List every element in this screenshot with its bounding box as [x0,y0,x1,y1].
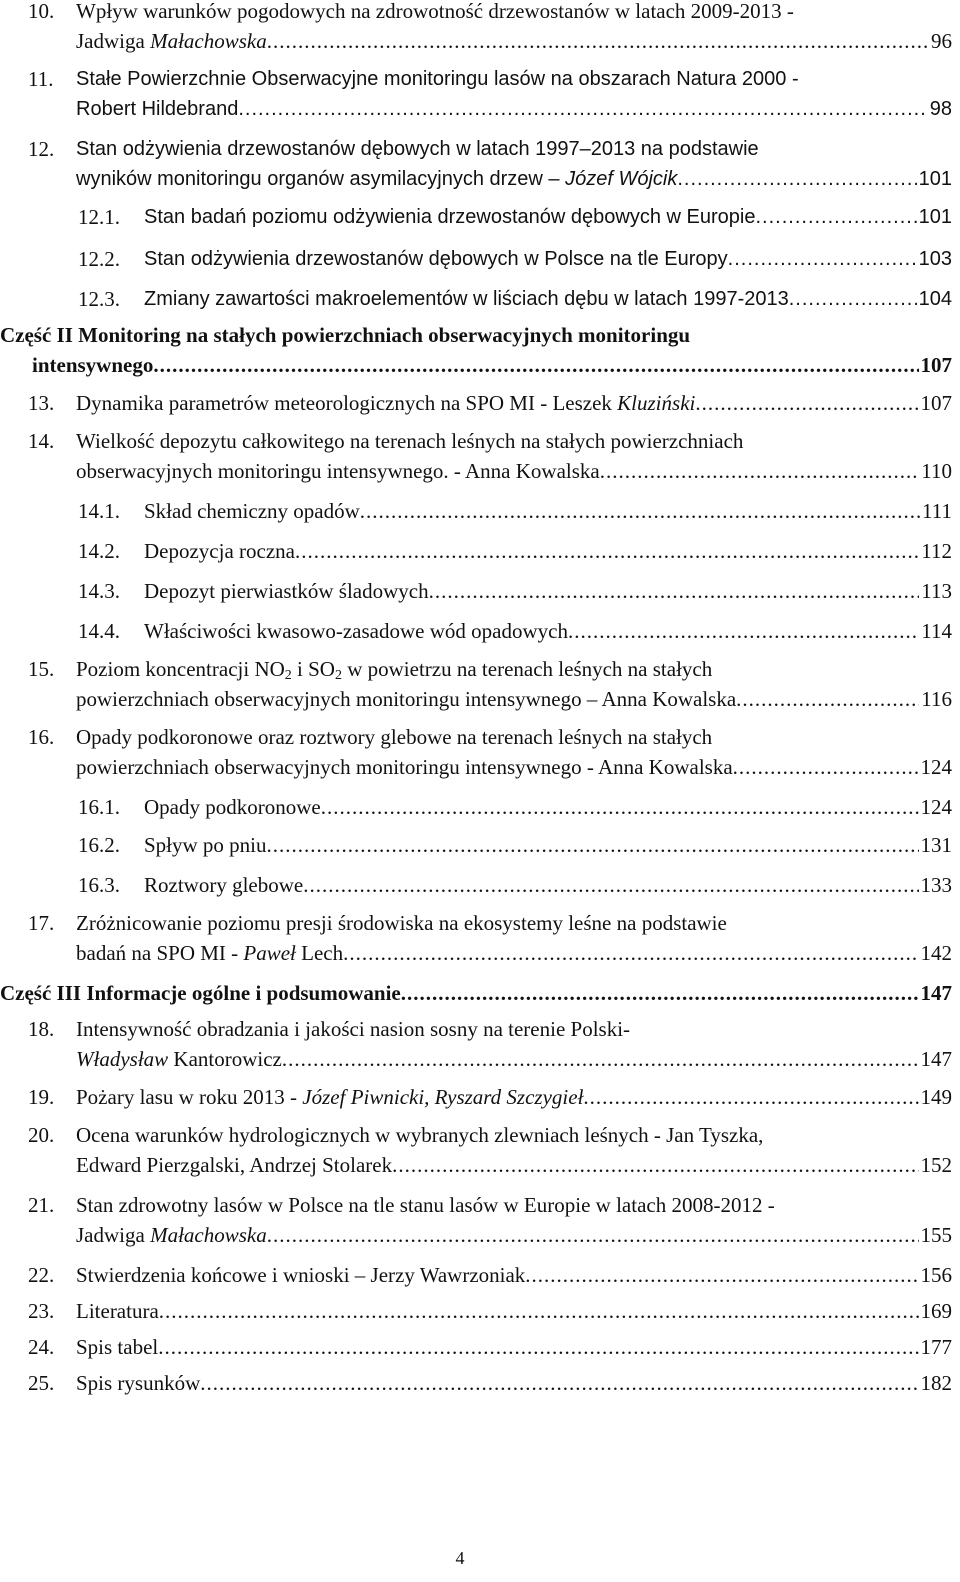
entry-title-line1: Zróżnicowanie poziomu presji środowiska na ekosystemy leśne na podstawie [76,911,727,935]
entry-page: 142 [920,941,952,965]
dot-leader [583,1082,918,1112]
entry-number: 12.1. [78,205,120,229]
entry-page: 103 [918,248,952,270]
entry-number: 12.2. [78,247,120,271]
entry-number: 17. [28,911,55,935]
dot-leader [392,1150,918,1180]
entry-number: 12. [28,137,55,161]
entry-page: 133 [920,873,952,897]
dot-leader [295,536,919,566]
entry-author-last: Kantorowicz [168,1047,282,1071]
entry-title: Spływ po pniu [144,833,267,857]
entry-number: 22. [28,1263,55,1287]
entry-author-last: Kluziński [617,391,696,415]
part-title: Część III Informacje ogólne i podsumowanie [0,981,401,1005]
entry-title: Stan badań poziomu odżywienia drzewostanów dębowych w Europie [144,206,756,228]
entry-title: Depozyt pierwiastków śladowych [144,579,429,603]
entry-title-line2: Robert Hildebrand [76,98,239,120]
dot-leader [525,1260,918,1290]
entry-title-line1: Stan zdrowotny lasów w Polsce na tle stanu lasów w Europie w latach 2008-2012 - [76,1193,775,1217]
entry-title: Stan odżywienia drzewostanów dębowych w Polsce na tle Europy [144,248,728,270]
dot-leader [267,26,929,56]
entry-title: Depozycja roczna [144,539,295,563]
entry-title: Zmiany zawartości makroelementów w liściach dębu w latach 1997-2013 [144,288,789,310]
entry-title: Dynamika parametrów meteorologicznych na SPO MI - Leszek [76,391,618,415]
entry-number: 15. [28,657,55,681]
entry-page: 113 [921,579,952,603]
entry-title-line2: Edward Pierzgalski, Andrzej Stolarek [76,1153,393,1177]
entry-number: 16.2. [78,833,120,857]
dot-leader [755,202,916,232]
dot-leader [429,576,920,606]
dot-leader [695,388,918,418]
entry-page: 107 [920,353,952,377]
dot-leader [789,284,917,314]
dot-leader [158,1332,918,1362]
entry-title: Spis rysunków [76,1371,201,1395]
entry-page: 152 [920,1153,952,1177]
dot-leader [360,496,920,526]
entry-number: 18. [28,1017,55,1041]
entry-page: 96 [931,29,952,53]
entry-page: 116 [921,687,952,711]
entry-title: Opady podkoronowe [144,795,321,819]
dot-leader [728,244,917,274]
text-fragment: i SO [291,657,335,681]
dot-leader [343,938,918,968]
entry-page: 114 [921,619,952,643]
dot-leader [321,792,919,822]
entry-page: 124 [920,795,952,819]
part-title-line1: Część II Monitoring na stałych powierzchniach obserwacyjnych monitoringu [0,323,691,347]
dot-leader [282,1044,919,1074]
dot-leader [303,870,918,900]
dot-leader [200,1368,918,1398]
entry-page: 131 [920,833,952,857]
entry-author-first: Jadwiga [76,29,151,53]
entry-page: 111 [922,499,952,523]
text-fragment: w powietrzu na terenach leśnych na stałych [341,657,713,681]
entry-title-line1: Wpływ warunków pogodowych na zdrowotność drzewostanów w latach 2009-2013 - [76,0,794,23]
entry-page: 107 [920,391,952,415]
entry-title: Właściwości kwasowo-zasadowe wód opadowych [144,619,568,643]
entry-author-last: Małachowska [150,1223,267,1247]
page-number: 4 [455,1548,465,1568]
entry-author-last: Lech [295,941,344,965]
entry-page: 147 [920,1047,952,1071]
subscript: 2 [334,668,342,683]
entry-number: 20. [28,1123,55,1147]
entry-title-line2: wyników monitoringu organów asymilacyjnych drzew – [76,168,566,190]
entry-title-line2: badań na SPO MI - [76,941,244,965]
entry-title-line1 [76,654,952,684]
entry-page: 98 [929,98,952,120]
entry-page: 147 [920,981,952,1005]
entry-number: 14. [28,429,55,453]
entry-title-line1: Wielkość depozytu całkowitego na terenach leśnych na stałych powierzchniach [76,429,744,453]
entry-number: 21. [28,1193,55,1217]
entry-number: 12.3. [78,287,120,311]
entry-title: Spis tabel [76,1335,159,1359]
entry-number: 14.3. [78,579,120,603]
entry-number: 16. [28,725,55,749]
entry-number: 13. [28,391,55,415]
dot-leader [238,94,927,124]
entry-title-line1: Opady podkoronowe oraz roztwory glebowe na terenach leśnych na stałych [76,725,713,749]
entry-title: Skład chemiczny opadów [144,499,360,523]
entry-number: 11. [28,67,54,91]
dot-leader [736,684,919,714]
entry-title: Stwierdzenia końcowe i wnioski – Jerzy Wawrzoniak [76,1263,526,1287]
entry-page: 112 [921,539,952,563]
subscript: 2 [284,668,292,683]
entry-author: Józef Wójcik [565,168,678,190]
entry-number: 14.4. [78,619,120,643]
entry-author-last: Małachowska [150,29,267,53]
entry-title: Literatura [76,1299,159,1323]
dot-leader [267,830,919,860]
entry-page: 110 [921,459,952,483]
entry-page: 104 [918,288,952,310]
entry-author-first: Jadwiga [76,1223,151,1247]
dot-leader [677,164,916,194]
entry-page: 101 [918,206,952,228]
entry-number: 24. [28,1335,55,1359]
entry-page: 155 [920,1223,952,1247]
entry-number: 14.1. [78,499,120,523]
entry-number: 19. [28,1085,55,1109]
entry-title: Roztwory glebowe [144,873,304,897]
dot-leader [568,616,919,646]
dot-leader [733,752,919,782]
entry-title-line1: Ocena warunków hydrologicznych w wybranych zlewniach leśnych - Jan Tyszka, [76,1123,764,1147]
entry-page: 177 [920,1335,952,1359]
entry-title: Pożary lasu w roku 2013 - [76,1085,303,1109]
entry-author-first: Paweł [243,941,296,965]
dot-leader [153,350,918,380]
dot-leader [401,978,919,1008]
dot-leader [159,1296,919,1326]
part-title-line2: intensywnego [32,353,154,377]
entry-number: 10. [28,0,55,23]
entry-page: 124 [920,755,952,779]
entry-number: 16.1. [78,795,120,819]
text-fragment: Poziom koncentracji NO [76,657,285,681]
entry-number: 25. [28,1371,55,1395]
entry-page: 182 [920,1371,952,1395]
entry-author-first: Władysław [76,1047,169,1071]
entry-number: 23. [28,1299,55,1323]
entry-title-line1: Stałe Powierzchnie Obserwacyjne monitoringu lasów na obszarach Natura 2000 - [76,68,799,90]
entry-title-line1: Stan odżywienia drzewostanów dębowych w latach 1997–2013 na podstawie [76,138,759,160]
entry-page: 169 [920,1299,952,1323]
entry-number: 16.3. [78,873,120,897]
entry-title-line2: obserwacyjnych monitoringu intensywnego. - Anna Kowalska [76,459,600,483]
entry-title-line2: powierzchniach obserwacyjnych monitoringu intensywnego – Anna Kowalska [76,687,737,711]
dot-leader [267,1220,919,1250]
entry-page: 156 [920,1263,952,1287]
dot-leader [600,456,920,486]
entry-number: 14.2. [78,539,120,563]
entry-page: 149 [920,1085,952,1109]
entry-title-line1: Intensywność obradzania i jakości nasion sosny na terenie Polski- [76,1017,631,1041]
entry-title-line2: powierzchniach obserwacyjnych monitoringu intensywnego - Anna Kowalska [76,755,733,779]
entry-page: 101 [918,168,952,190]
entry-authors: Józef Piwnicki, Ryszard Szczygieł [302,1085,584,1109]
